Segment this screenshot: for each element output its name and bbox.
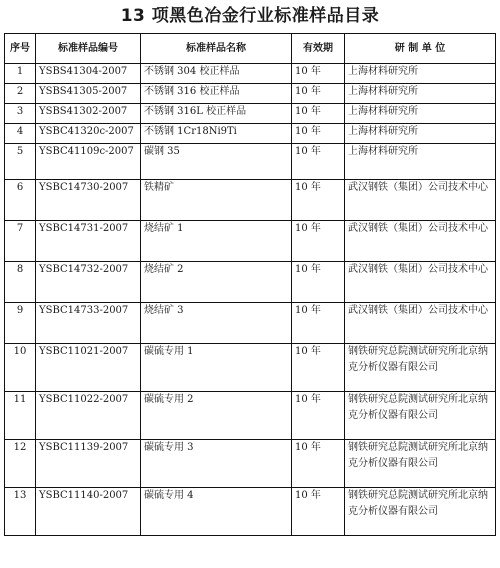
cell-code: YSBC11140-2007 — [36, 488, 141, 536]
cell-name: 碳硫专用 4 — [141, 488, 292, 536]
document-title: 13 项黑色冶金行业标准样品目录 — [120, 6, 380, 26]
header-index: 序号 — [5, 34, 36, 64]
cell-code: YSBC11022-2007 — [36, 392, 141, 440]
cell-index: 3 — [5, 104, 36, 124]
cell-valid: 10 年 — [292, 84, 345, 104]
cell-org: 钢铁研究总院测试研究所北京纳克分析仪器有限公司 — [345, 440, 496, 488]
cell-valid: 10 年 — [292, 64, 345, 84]
cell-name: 不锈钢 316 校正样品 — [141, 84, 292, 104]
cell-code: YSBC14730-2007 — [36, 180, 141, 221]
cell-valid: 10 年 — [292, 392, 345, 440]
cell-index: 4 — [5, 124, 36, 144]
table-row — [5, 104, 496, 124]
header-code: 标准样品编号 — [36, 34, 141, 64]
table-row — [5, 64, 496, 84]
cell-name: 不锈钢 304 校正样品 — [141, 64, 292, 84]
table-row — [5, 124, 496, 144]
cell-valid: 10 年 — [292, 180, 345, 221]
table-header-row — [5, 34, 496, 64]
cell-org: 武汉钢铁（集团）公司技术中心 — [345, 262, 496, 303]
cell-index: 13 — [5, 488, 36, 536]
table-row — [5, 144, 496, 180]
header-org: 研 制 单 位 — [345, 34, 496, 64]
cell-org: 上海材料研究所 — [345, 124, 496, 144]
standard-samples-table — [4, 33, 496, 536]
cell-index: 12 — [5, 440, 36, 488]
cell-org: 上海材料研究所 — [345, 104, 496, 124]
header-name: 标准样品名称 — [141, 34, 292, 64]
cell-valid: 10 年 — [292, 104, 345, 124]
cell-name: 碳硫专用 1 — [141, 344, 292, 392]
cell-valid: 10 年 — [292, 303, 345, 344]
cell-org: 上海材料研究所 — [345, 84, 496, 104]
cell-name: 碳硫专用 2 — [141, 392, 292, 440]
cell-org: 上海材料研究所 — [345, 144, 496, 180]
cell-index: 11 — [5, 392, 36, 440]
cell-org: 武汉钢铁（集团）公司技术中心 — [345, 221, 496, 262]
cell-index: 2 — [5, 84, 36, 104]
cell-valid: 10 年 — [292, 144, 345, 180]
cell-org: 上海材料研究所 — [345, 64, 496, 84]
cell-code: YSBC14732-2007 — [36, 262, 141, 303]
table-row — [5, 440, 496, 488]
cell-name: 铁精矿 — [141, 180, 292, 221]
cell-index: 7 — [5, 221, 36, 262]
table-row — [5, 180, 496, 221]
cell-code: YSBC14733-2007 — [36, 303, 141, 344]
cell-name: 不锈钢 316L 校正样品 — [141, 104, 292, 124]
cell-code: YSBS41302-2007 — [36, 104, 141, 124]
cell-valid: 10 年 — [292, 124, 345, 144]
cell-valid: 10 年 — [292, 488, 345, 536]
cell-code: YSBC14731-2007 — [36, 221, 141, 262]
cell-code: YSBC41320c-2007 — [36, 124, 141, 144]
cell-valid: 10 年 — [292, 262, 345, 303]
cell-org: 武汉钢铁（集团）公司技术中心 — [345, 180, 496, 221]
cell-valid: 10 年 — [292, 440, 345, 488]
cell-index: 9 — [5, 303, 36, 344]
cell-name: 烧结矿 1 — [141, 221, 292, 262]
table-row — [5, 344, 496, 392]
cell-name: 烧结矿 3 — [141, 303, 292, 344]
cell-code: YSBC41109c-2007 — [36, 144, 141, 180]
cell-valid: 10 年 — [292, 344, 345, 392]
table-row — [5, 392, 496, 440]
cell-index: 6 — [5, 180, 36, 221]
cell-index: 5 — [5, 144, 36, 180]
cell-code: YSBS41305-2007 — [36, 84, 141, 104]
cell-name: 不锈钢 1Cr18Ni9Ti — [141, 124, 292, 144]
cell-name: 烧结矿 2 — [141, 262, 292, 303]
cell-name: 碳钢 35 — [141, 144, 292, 180]
cell-code: YSBC11021-2007 — [36, 344, 141, 392]
cell-index: 8 — [5, 262, 36, 303]
table-row — [5, 303, 496, 344]
cell-code: YSBC11139-2007 — [36, 440, 141, 488]
cell-index: 10 — [5, 344, 36, 392]
cell-org: 钢铁研究总院测试研究所北京纳克分析仪器有限公司 — [345, 488, 496, 536]
table-row — [5, 221, 496, 262]
cell-org: 钢铁研究总院测试研究所北京纳克分析仪器有限公司 — [345, 344, 496, 392]
cell-index: 1 — [5, 64, 36, 84]
cell-code: YSBS41304-2007 — [36, 64, 141, 84]
cell-valid: 10 年 — [292, 221, 345, 262]
table-row — [5, 488, 496, 536]
table-row — [5, 84, 496, 104]
cell-org: 钢铁研究总院测试研究所北京纳克分析仪器有限公司 — [345, 392, 496, 440]
cell-name: 碳硫专用 3 — [141, 440, 292, 488]
cell-org: 武汉钢铁（集团）公司技术中心 — [345, 303, 496, 344]
table-row — [5, 262, 496, 303]
header-valid: 有效期 — [292, 34, 345, 64]
